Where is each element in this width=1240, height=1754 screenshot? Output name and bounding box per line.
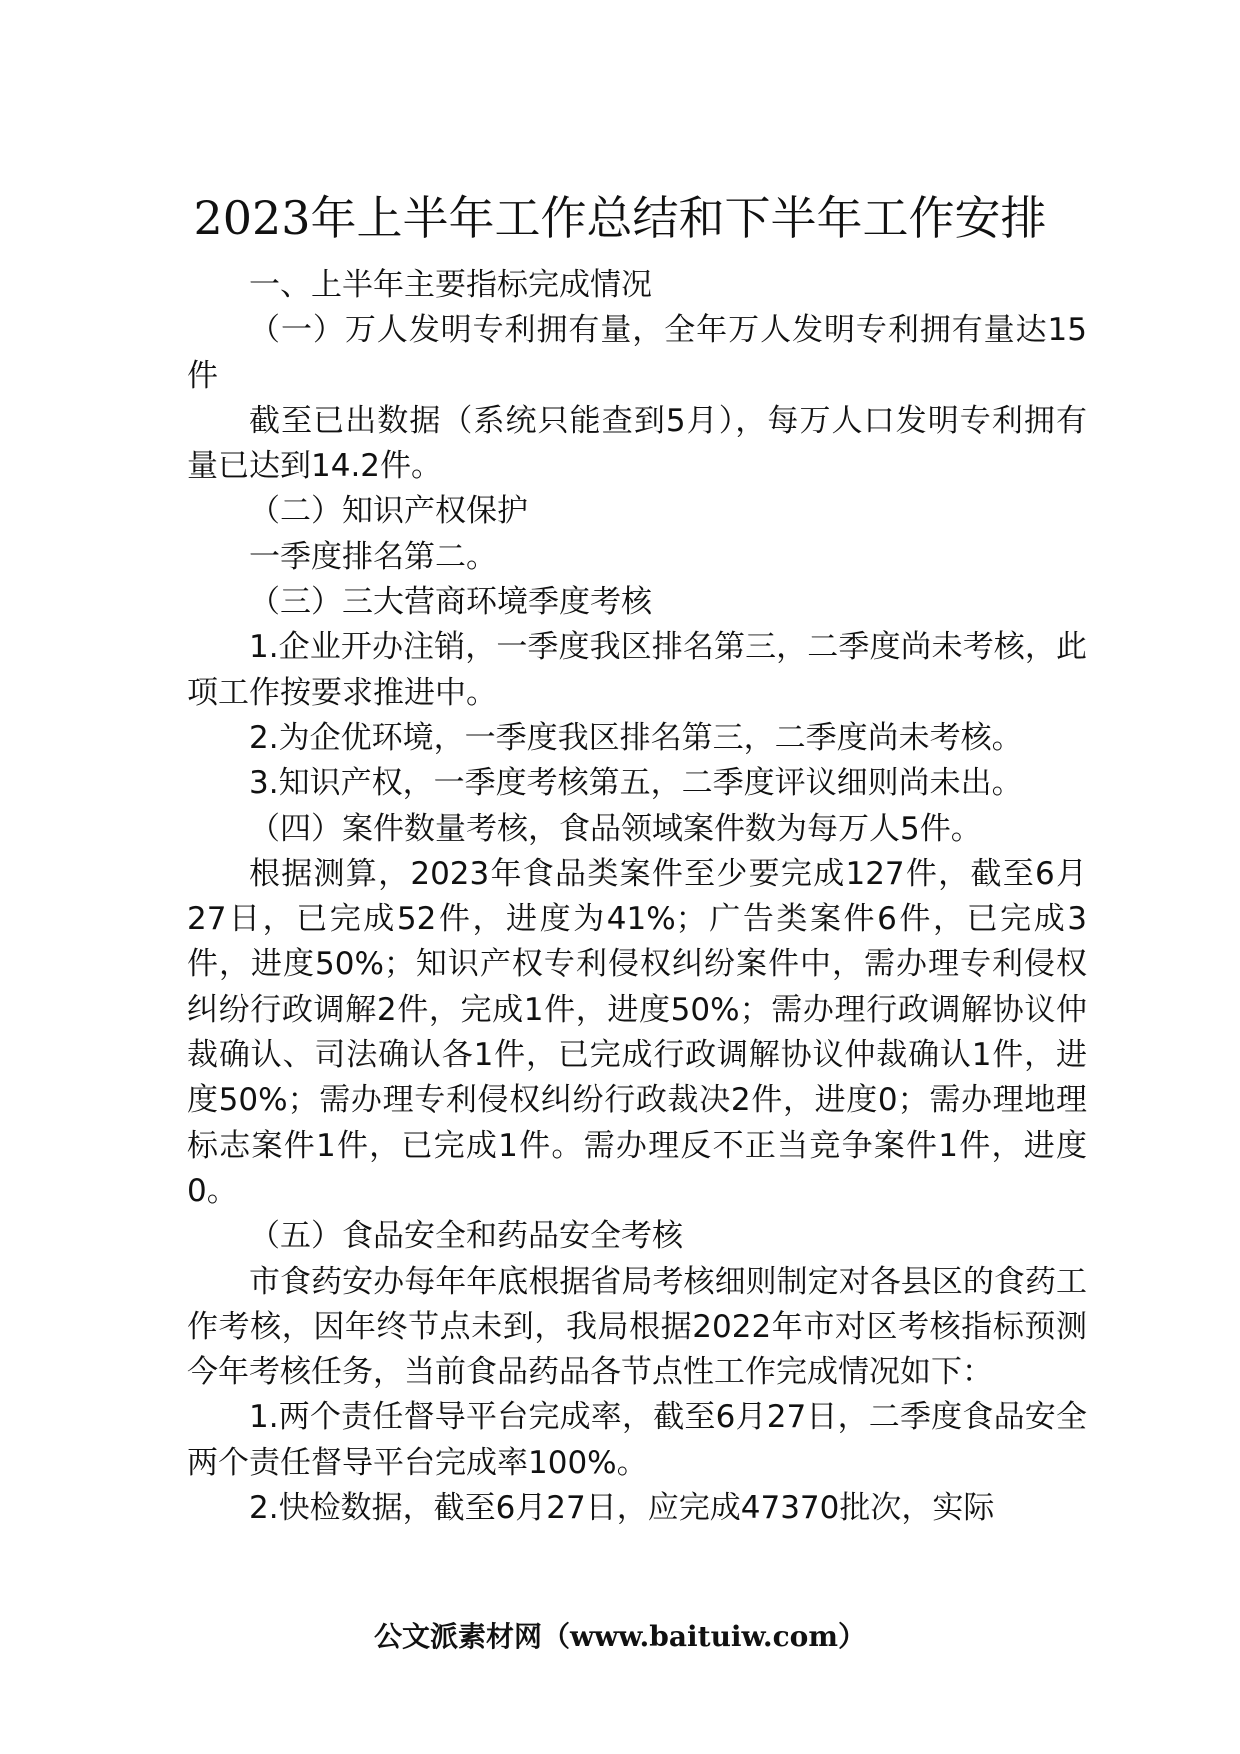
body-paragraph: 市食药安办每年年底根据省局考核细则制定对各县区的食药工作考核，因年终节点未到，我局根据2022年市对区考核指标预测今年考核任务，当前食品药品各节点性工作完成情况如下： <box>187 1263 1087 1391</box>
subsection-heading: （三）三大营商环境季度考核 <box>249 584 652 621</box>
watermark-footer: 公文派素材网（www.baituiw.com） <box>374 1620 866 1653</box>
body-paragraph: 3.知识产权，一季度考核第五，二季度评议细则尚未出。 <box>249 765 1023 802</box>
section-heading: 一、上半年主要指标完成情况 <box>249 267 652 303</box>
body-paragraph: 一季度排名第二。 <box>249 538 497 575</box>
body-paragraph: 1.两个责任督导平台完成率，截至6月27日，二季度食品安全两个责任督导平台完成率100%。 <box>187 1399 1087 1481</box>
body-paragraph: 根据测算，2023年食品类案件至少要完成127件，截至6月27日，已完成52件，进度为41%；广告类案件6件，已完成3件，进度50%；知识产权专利侵权纠纷案件中，需办理专利侵权纠纷行政调解2件，完成1件，进度50%；需办理行政调解协议仲裁确认、司法确认各1件，已完成行政调解协议仲裁确认1件，进度50%；需办理专利侵权纠纷行政裁决2件，进度0；需办理地理标志案件1件，已完成1件。需办理反不正当竞争案件1件，进度0。 <box>187 855 1087 1209</box>
subsection-heading: （一）万人发明专利拥有量，全年万人发明专利拥有量达15件 <box>187 312 1087 394</box>
body-paragraph: 2.快检数据，截至6月27日，应完成47370批次，实际 <box>249 1490 995 1527</box>
body-paragraph: 1.企业开办注销，一季度我区排名第三，二季度尚未考核，此项工作按要求推进中。 <box>187 629 1087 711</box>
document-title: 2023年上半年工作总结和下半年工作安排 <box>193 191 1047 245</box>
subsection-heading: （四）案件数量考核，食品领域案件数为每万人5件。 <box>249 810 982 847</box>
subsection-heading: （五）食品安全和药品安全考核 <box>249 1218 683 1255</box>
document-body <box>187 263 1087 1531</box>
subsection-heading: （二）知识产权保护 <box>249 493 528 530</box>
body-paragraph: 截至已出数据（系统只能查到5月），每万人口发明专利拥有量已达到14.2件。 <box>187 402 1087 485</box>
body-paragraph: 2.为企优环境，一季度我区排名第三，二季度尚未考核。 <box>249 719 1023 756</box>
